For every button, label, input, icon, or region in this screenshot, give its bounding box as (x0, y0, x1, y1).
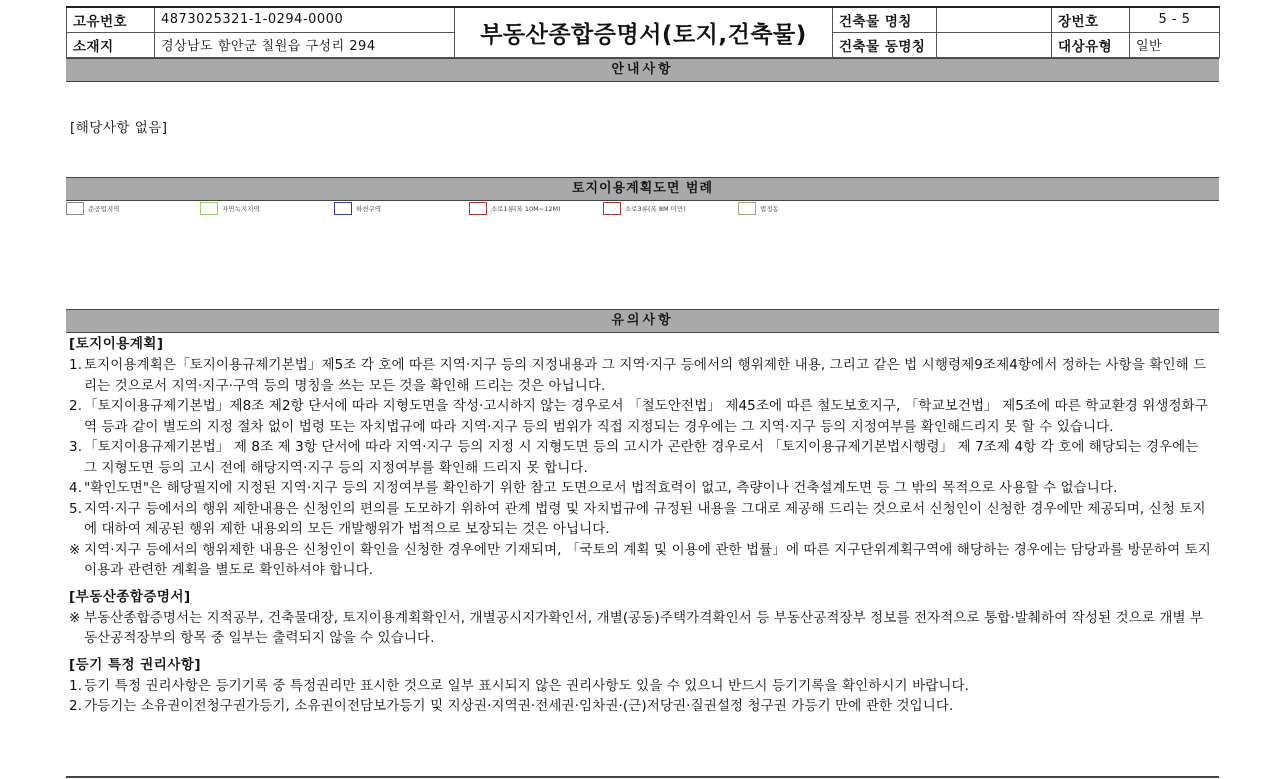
legend-label: 소로1류(폭 10M~12M) (491, 205, 561, 213)
notes-item-number: 1. (69, 677, 83, 694)
legend-swatch (66, 202, 84, 215)
unique-number-label: 고유번호 (67, 7, 155, 32)
header-table (66, 6, 1219, 56)
notes-item-text: 「토지이용규제기본법」 제 8조 제 3항 단서에 따라 지역·지구 등의 지정 시 지형도면 등의 고시가 곤란한 경우로서 「토지이용규제기본법시행령」 제 7조제 4항 각 호에 해당되는 경우에는 그 지형도면 등의 고시 전에 해당지역·지구 등의 지정여부를 확인해 드리지 못 합니다. (84, 439, 1199, 476)
building-dong-value (937, 32, 1052, 57)
notes-item-number: ※ (69, 609, 81, 626)
notes-item (66, 396, 1219, 437)
notes-item-number: 1. (69, 357, 83, 373)
legend-swatch (603, 202, 621, 215)
notes-heading-bar: 유의사항 (66, 309, 1219, 333)
notes-section-title: [토지이용계획] (69, 336, 164, 352)
legend-label: 준공업지역 (88, 205, 120, 213)
notes-item-number: 2. (69, 698, 83, 714)
legend-label: 소로3류(폭 8M 미만) (625, 205, 686, 213)
notes-item (66, 676, 1219, 697)
legend-swatch (334, 202, 352, 215)
notes-item-number: 5. (69, 500, 83, 517)
sheet-number-label: 장번호 (1052, 7, 1130, 32)
notes-item (66, 696, 1219, 717)
legend-swatch (738, 202, 756, 215)
building-name-value (937, 7, 1052, 32)
location-value: 경상남도 함안군 칠원읍 구성리 294 (155, 32, 455, 57)
notes-item-text: "확인도면"은 해당필지에 지정된 지역·지구 등의 지정여부를 확인하기 위한 참고 도면으로서 법적효력이 없고, 측량이나 건축설계도면 등 그 밖의 목적으로 사용할 수 없습니다. (84, 480, 1118, 496)
document-title: 부동산종합증명서(토지,건축물) (455, 7, 833, 57)
legend-label: 자연녹지지역 (222, 205, 260, 213)
notes-item (66, 437, 1219, 478)
legend-item (200, 202, 260, 215)
notes-section-title: [등기 특정 권리사항] (69, 656, 202, 673)
legend-label: 하천구역 (356, 205, 382, 213)
target-type-label: 대상유형 (1052, 32, 1130, 57)
legend-item (66, 202, 119, 215)
notes-item-text: 부동산종합증명서는 지적공부, 건축물대장, 토지이용계획확인서, 개별공시지가확인서, 개별(공동)주택가격확인서 등 부동산공적장부 정보를 전자적으로 통합·발췌하여 작성된 것으로 개별 부동산공적장부의 항목 중 일부는 출력되지 않을 수 있습니다. (84, 609, 1204, 646)
notes-item-text: 「토지이용규제기본법」제8조 제2항 단서에 따라 지형도면을 작성·고시하지 않는 경우로서 「철도안전법」 제45조에 따른 철도보호지구, 「학교보건법」 제5조에 따른 학교환경 위생정화구역 등과 같이 별도의 지정 절차 없이 법령 또는 자치법규에 따라 지역·지구 등의 범위가 직접 지정되는 경우에는 그 지역·지구 등의 지정여부를 확인해드리지 못 할 수 있습니다. (84, 398, 1208, 435)
building-name-label: 건축물 명칭 (833, 7, 937, 32)
notes-item (66, 540, 1219, 581)
notes-item-text: 지역·지구 등에서의 행위 제한내용은 신청인의 편의를 도모하기 위하여 관계 법령 및 자치법규에 규정된 내용을 그대로 제공해 드리는 것으로서 신청인이 신청한 경우에만 제공되며, 신청 토지에 대하여 제공된 행위 제한 내용외의 모든 개발행위가 법적으로 보장되는 것은 아닙니다. (84, 500, 1206, 537)
target-type-value: 일반 (1130, 32, 1220, 57)
notes-item-number: ※ (69, 541, 81, 558)
unique-number-value: 4873025321-1-0294-0000 (155, 7, 455, 32)
notes-item-text: 토지이용계획은「토지이용규제기본법」제5조 각 호에 따른 지역·지구 등의 지정내용과 그 지역·지구 등에서의 행위제한 내용, 그리고 같은 법 시행령제9조제4항에서 정하는 사항을 확인해 드리는 것으로서 지역·지구·구역 등의 명칭을 쓰는 모든 것을 확인해 드리는 것은 아닙니다. (84, 357, 1207, 394)
legend-item (334, 202, 381, 215)
notes-item (66, 499, 1219, 540)
notes-item-text: 가등기는 소유권이전청구권가등기, 소유권이전담보가등기 및 지상권·지역권·전세권·임차권·(근)저당권·질권설정 청구권 가등기 만에 관한 것입니다. (84, 698, 954, 714)
notes-item-text: 등기 특정 권리사항은 등기기록 중 특정권리만 표시한 것으로 일부 표시되지 않은 권리사항도 있을 수 있으니 반드시 등기기록을 확인하시기 바랍니다. (84, 677, 970, 694)
notes-item (66, 608, 1219, 649)
legend-row (66, 202, 1219, 216)
building-dong-label: 건축물 동명칭 (833, 32, 937, 57)
bottom-border (66, 776, 1219, 778)
notes-item (66, 355, 1219, 396)
legend-item (469, 202, 561, 215)
notes-item-number: 3. (69, 439, 83, 455)
guide-none-text: [해당사항 없음] (70, 120, 168, 136)
legend-label: 법정동 (760, 205, 779, 213)
location-label: 소재지 (67, 32, 155, 57)
notes-item-number: 4. (69, 480, 83, 496)
legend-item (603, 202, 686, 215)
notes-item-text: 지역·지구 등에서의 행위제한 내용은 신청인이 확인을 신청한 경우에만 기재되며, 「국토의 계획 및 이용에 관한 법률」에 따른 지구단위계획구역에 해당하는 경우에는 담당과를 방문하여 토지이용과 관련한 계획을 별도로 확인하셔야 합니다. (84, 541, 1211, 578)
sheet-number-value: 5 - 5 (1130, 7, 1220, 32)
legend-heading-bar: 토지이용계획도면 범례 (66, 177, 1219, 201)
notes-item (66, 478, 1219, 499)
legend-item (738, 202, 779, 215)
notes-item-number: 2. (69, 398, 83, 414)
notes-content (66, 333, 1219, 717)
notes-section-title: [부동산종합증명서] (69, 588, 191, 605)
legend-swatch (200, 202, 218, 215)
legend-swatch (469, 202, 487, 215)
guide-heading-bar: 안내사항 (66, 58, 1219, 82)
